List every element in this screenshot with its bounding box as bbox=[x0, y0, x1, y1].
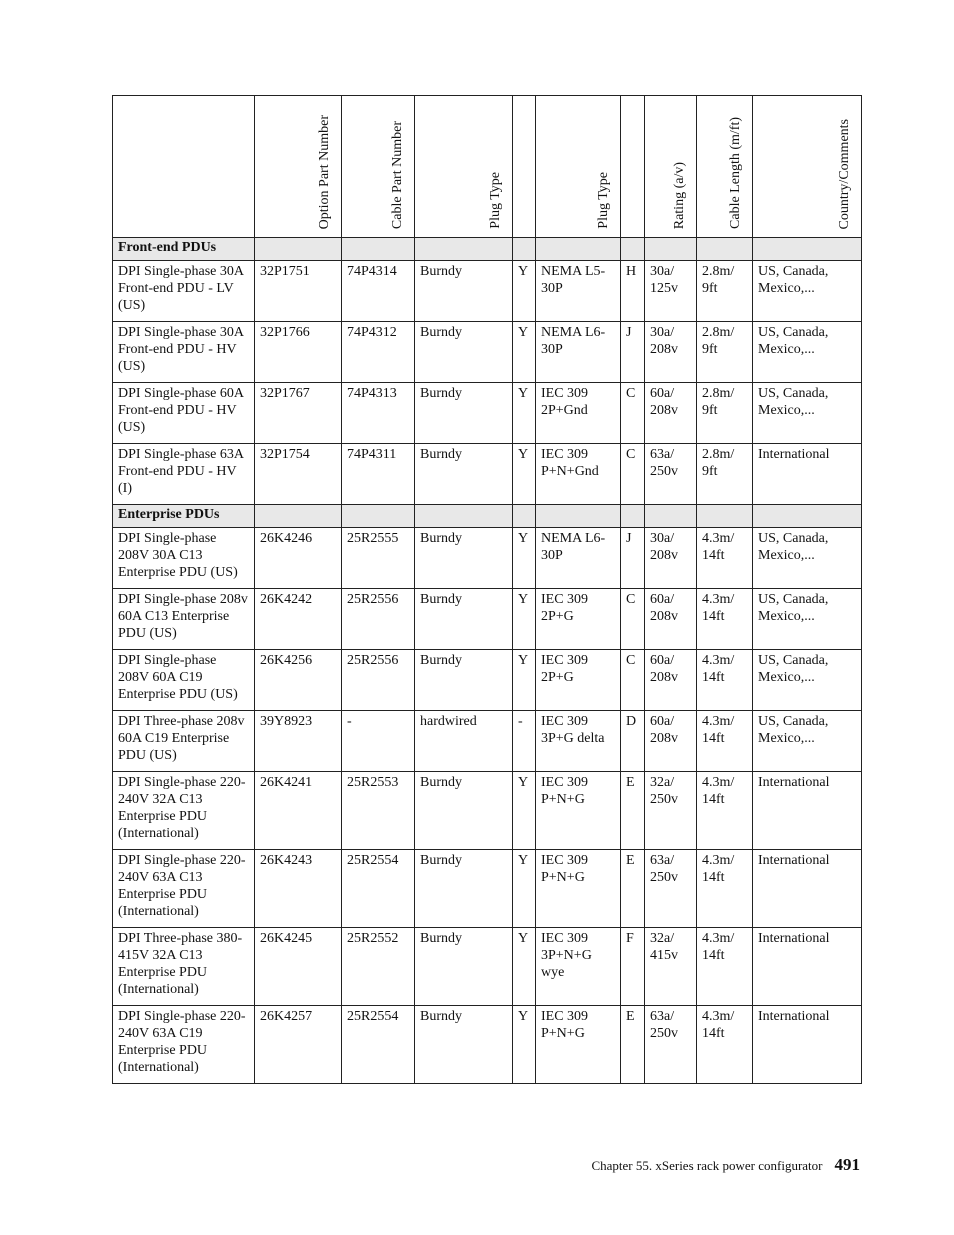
cell-plug-type: Burndy bbox=[415, 322, 513, 383]
section-header-row bbox=[113, 505, 862, 528]
cell-description: DPI Single-phase 63A Front-end PDU - HV (I) bbox=[113, 444, 255, 505]
pdu-table bbox=[112, 95, 862, 1084]
page-footer bbox=[591, 1155, 860, 1175]
cell-plug-type: Burndy bbox=[415, 589, 513, 650]
cell-cable-part-number: 25R2556 bbox=[342, 650, 415, 711]
cell-plug-code: E bbox=[621, 850, 645, 928]
cell-cable-length: 4.3m/ 14ft bbox=[697, 1006, 753, 1084]
cell-plug-code: C bbox=[621, 589, 645, 650]
cell-option-part-number: 39Y8923 bbox=[255, 711, 342, 772]
cell-option-part-number: 32P1751 bbox=[255, 261, 342, 322]
cell-country-comments: International bbox=[753, 1006, 862, 1084]
cell-cable-part-number: 74P4313 bbox=[342, 383, 415, 444]
cell-option-part-number: 26K4241 bbox=[255, 772, 342, 850]
table-row bbox=[113, 1006, 862, 1084]
header-cell-flag-1 bbox=[513, 96, 536, 238]
cell-rating: 63a/ 250v bbox=[645, 444, 697, 505]
cell-description: DPI Single-phase 30A Front-end PDU - LV (US) bbox=[113, 261, 255, 322]
section-blank-cell bbox=[536, 238, 621, 261]
header-cell-rating: Rating (a/v) bbox=[645, 96, 697, 238]
cell-rating: 30a/ 208v bbox=[645, 322, 697, 383]
cell-plug-flag: Y bbox=[513, 261, 536, 322]
cell-cable-length: 4.3m/ 14ft bbox=[697, 850, 753, 928]
cell-country-comments: US, Canada, Mexico,... bbox=[753, 589, 862, 650]
cell-plug-code: C bbox=[621, 650, 645, 711]
section-blank-cell bbox=[621, 238, 645, 261]
cell-plug-spec: NEMA L5-30P bbox=[536, 261, 621, 322]
cell-plug-type: Burndy bbox=[415, 850, 513, 928]
section-blank-cell bbox=[645, 505, 697, 528]
section-header-row bbox=[113, 238, 862, 261]
cell-plug-spec: IEC 309 2P+G bbox=[536, 589, 621, 650]
section-blank-cell bbox=[697, 505, 753, 528]
cell-cable-length: 4.3m/ 14ft bbox=[697, 772, 753, 850]
cell-plug-flag: Y bbox=[513, 589, 536, 650]
cell-cable-length: 2.8m/ 9ft bbox=[697, 383, 753, 444]
cell-cable-part-number: 25R2554 bbox=[342, 1006, 415, 1084]
cell-cable-part-number: 25R2552 bbox=[342, 928, 415, 1006]
cell-rating: 63a/ 250v bbox=[645, 850, 697, 928]
cell-cable-length: 4.3m/ 14ft bbox=[697, 650, 753, 711]
section-blank-cell bbox=[255, 238, 342, 261]
cell-rating: 60a/ 208v bbox=[645, 383, 697, 444]
cell-plug-spec: IEC 309 P+N+G bbox=[536, 850, 621, 928]
cell-plug-flag: Y bbox=[513, 1006, 536, 1084]
cell-plug-code: J bbox=[621, 528, 645, 589]
section-blank-cell bbox=[536, 505, 621, 528]
cell-plug-type: Burndy bbox=[415, 1006, 513, 1084]
cell-plug-code: H bbox=[621, 261, 645, 322]
cell-plug-code: D bbox=[621, 711, 645, 772]
cell-plug-code: E bbox=[621, 1006, 645, 1084]
cell-option-part-number: 32P1767 bbox=[255, 383, 342, 444]
header-cell-country-comments: Country/Comments bbox=[753, 96, 862, 238]
cell-plug-type: hardwired bbox=[415, 711, 513, 772]
table-row bbox=[113, 261, 862, 322]
cell-plug-flag: Y bbox=[513, 850, 536, 928]
section-blank-cell bbox=[753, 505, 862, 528]
cell-country-comments: US, Canada, Mexico,... bbox=[753, 383, 862, 444]
cell-cable-length: 2.8m/ 9ft bbox=[697, 444, 753, 505]
cell-country-comments: International bbox=[753, 928, 862, 1006]
cell-country-comments: US, Canada, Mexico,... bbox=[753, 650, 862, 711]
table-row bbox=[113, 383, 862, 444]
cell-plug-type: Burndy bbox=[415, 928, 513, 1006]
cell-plug-code: C bbox=[621, 383, 645, 444]
cell-plug-type: Burndy bbox=[415, 528, 513, 589]
section-blank-cell bbox=[415, 238, 513, 261]
cell-plug-spec: IEC 309 3P+G delta bbox=[536, 711, 621, 772]
cell-cable-length: 4.3m/ 14ft bbox=[697, 589, 753, 650]
cell-plug-code: J bbox=[621, 322, 645, 383]
cell-cable-length: 4.3m/ 14ft bbox=[697, 711, 753, 772]
cell-plug-type: Burndy bbox=[415, 261, 513, 322]
table-row bbox=[113, 928, 862, 1006]
section-blank-cell bbox=[415, 505, 513, 528]
cell-plug-flag: - bbox=[513, 711, 536, 772]
table-row bbox=[113, 850, 862, 928]
section-blank-cell bbox=[513, 238, 536, 261]
table-row bbox=[113, 711, 862, 772]
cell-description: DPI Single-phase 208v 60A C13 Enterprise PDU (US) bbox=[113, 589, 255, 650]
cell-description: DPI Single-phase 208V 60A C19 Enterprise PDU (US) bbox=[113, 650, 255, 711]
table-row bbox=[113, 444, 862, 505]
header-cell-cable-length: Cable Length (m/ft) bbox=[697, 96, 753, 238]
cell-cable-part-number: 25R2554 bbox=[342, 850, 415, 928]
section-title: Front-end PDUs bbox=[113, 238, 255, 261]
section-title: Enterprise PDUs bbox=[113, 505, 255, 528]
header-cell-cable-part-number: Cable Part Number bbox=[342, 96, 415, 238]
cell-rating: 32a/ 250v bbox=[645, 772, 697, 850]
cell-option-part-number: 26K4256 bbox=[255, 650, 342, 711]
cell-plug-flag: Y bbox=[513, 928, 536, 1006]
section-blank-cell bbox=[255, 505, 342, 528]
table-row bbox=[113, 322, 862, 383]
cell-description: DPI Three-phase 380-415V 32A C13 Enterprise PDU (International) bbox=[113, 928, 255, 1006]
cell-cable-length: 2.8m/ 9ft bbox=[697, 261, 753, 322]
cell-country-comments: US, Canada, Mexico,... bbox=[753, 322, 862, 383]
header-cell-option-part-number: Option Part Number bbox=[255, 96, 342, 238]
section-blank-cell bbox=[342, 505, 415, 528]
cell-cable-length: 4.3m/ 14ft bbox=[697, 928, 753, 1006]
cell-rating: 30a/ 125v bbox=[645, 261, 697, 322]
chapter-title: Chapter 55. xSeries rack power configurator bbox=[591, 1158, 823, 1173]
cell-rating: 60a/ 208v bbox=[645, 589, 697, 650]
cell-option-part-number: 26K4243 bbox=[255, 850, 342, 928]
cell-description: DPI Single-phase 30A Front-end PDU - HV (US) bbox=[113, 322, 255, 383]
cell-plug-flag: Y bbox=[513, 322, 536, 383]
cell-cable-part-number: 74P4312 bbox=[342, 322, 415, 383]
cell-cable-part-number: 74P4311 bbox=[342, 444, 415, 505]
cell-cable-length: 2.8m/ 9ft bbox=[697, 322, 753, 383]
cell-plug-flag: Y bbox=[513, 772, 536, 850]
cell-country-comments: US, Canada, Mexico,... bbox=[753, 711, 862, 772]
cell-option-part-number: 26K4246 bbox=[255, 528, 342, 589]
cell-plug-spec: IEC 309 P+N+G bbox=[536, 1006, 621, 1084]
cell-plug-spec: IEC 309 2P+Gnd bbox=[536, 383, 621, 444]
cell-option-part-number: 32P1766 bbox=[255, 322, 342, 383]
header-cell-flag-2 bbox=[621, 96, 645, 238]
section-blank-cell bbox=[621, 505, 645, 528]
cell-plug-type: Burndy bbox=[415, 444, 513, 505]
cell-plug-type: Burndy bbox=[415, 772, 513, 850]
table-row bbox=[113, 772, 862, 850]
cell-cable-part-number: 25R2556 bbox=[342, 589, 415, 650]
cell-cable-part-number: - bbox=[342, 711, 415, 772]
cell-plug-spec: IEC 309 P+N+G bbox=[536, 772, 621, 850]
cell-plug-type: Burndy bbox=[415, 650, 513, 711]
cell-option-part-number: 26K4245 bbox=[255, 928, 342, 1006]
cell-option-part-number: 26K4257 bbox=[255, 1006, 342, 1084]
table-header bbox=[113, 96, 862, 238]
cell-plug-flag: Y bbox=[513, 383, 536, 444]
cell-description: DPI Single-phase 220-240V 32A C13 Enterprise PDU (International) bbox=[113, 772, 255, 850]
section-blank-cell bbox=[645, 238, 697, 261]
cell-country-comments: US, Canada, Mexico,... bbox=[753, 261, 862, 322]
cell-country-comments: US, Canada, Mexico,... bbox=[753, 528, 862, 589]
cell-country-comments: International bbox=[753, 444, 862, 505]
cell-plug-code: C bbox=[621, 444, 645, 505]
cell-country-comments: International bbox=[753, 772, 862, 850]
cell-plug-flag: Y bbox=[513, 444, 536, 505]
cell-plug-type: Burndy bbox=[415, 383, 513, 444]
cell-plug-spec: IEC 309 3P+N+G wye bbox=[536, 928, 621, 1006]
cell-description: DPI Single-phase 60A Front-end PDU - HV (US) bbox=[113, 383, 255, 444]
section-blank-cell bbox=[697, 238, 753, 261]
cell-plug-code: F bbox=[621, 928, 645, 1006]
table-row bbox=[113, 650, 862, 711]
section-blank-cell bbox=[342, 238, 415, 261]
section-blank-cell bbox=[753, 238, 862, 261]
cell-cable-part-number: 25R2553 bbox=[342, 772, 415, 850]
cell-plug-spec: IEC 309 2P+G bbox=[536, 650, 621, 711]
page-number: 491 bbox=[834, 1155, 860, 1174]
header-cell-plug-type-2: Plug Type bbox=[536, 96, 621, 238]
cell-description: DPI Three-phase 208v 60A C19 Enterprise PDU (US) bbox=[113, 711, 255, 772]
cell-plug-code: E bbox=[621, 772, 645, 850]
cell-plug-spec: NEMA L6-30P bbox=[536, 322, 621, 383]
cell-description: DPI Single-phase 220-240V 63A C19 Enterprise PDU (International) bbox=[113, 1006, 255, 1084]
cell-plug-spec: NEMA L6-30P bbox=[536, 528, 621, 589]
cell-cable-part-number: 25R2555 bbox=[342, 528, 415, 589]
cell-cable-part-number: 74P4314 bbox=[342, 261, 415, 322]
header-row bbox=[113, 96, 862, 238]
cell-rating: 63a/ 250v bbox=[645, 1006, 697, 1084]
cell-plug-flag: Y bbox=[513, 650, 536, 711]
cell-option-part-number: 26K4242 bbox=[255, 589, 342, 650]
cell-cable-length: 4.3m/ 14ft bbox=[697, 528, 753, 589]
cell-plug-flag: Y bbox=[513, 528, 536, 589]
section-blank-cell bbox=[513, 505, 536, 528]
cell-rating: 60a/ 208v bbox=[645, 711, 697, 772]
cell-rating: 60a/ 208v bbox=[645, 650, 697, 711]
cell-plug-spec: IEC 309 P+N+Gnd bbox=[536, 444, 621, 505]
cell-description: DPI Single-phase 208V 30A C13 Enterprise PDU (US) bbox=[113, 528, 255, 589]
header-cell-plug-type-1: Plug Type bbox=[415, 96, 513, 238]
table-body bbox=[113, 238, 862, 1084]
header-cell-description bbox=[113, 96, 255, 238]
cell-rating: 32a/ 415v bbox=[645, 928, 697, 1006]
table-row bbox=[113, 528, 862, 589]
cell-rating: 30a/ 208v bbox=[645, 528, 697, 589]
cell-country-comments: International bbox=[753, 850, 862, 928]
cell-option-part-number: 32P1754 bbox=[255, 444, 342, 505]
cell-description: DPI Single-phase 220-240V 63A C13 Enterprise PDU (International) bbox=[113, 850, 255, 928]
table-row bbox=[113, 589, 862, 650]
